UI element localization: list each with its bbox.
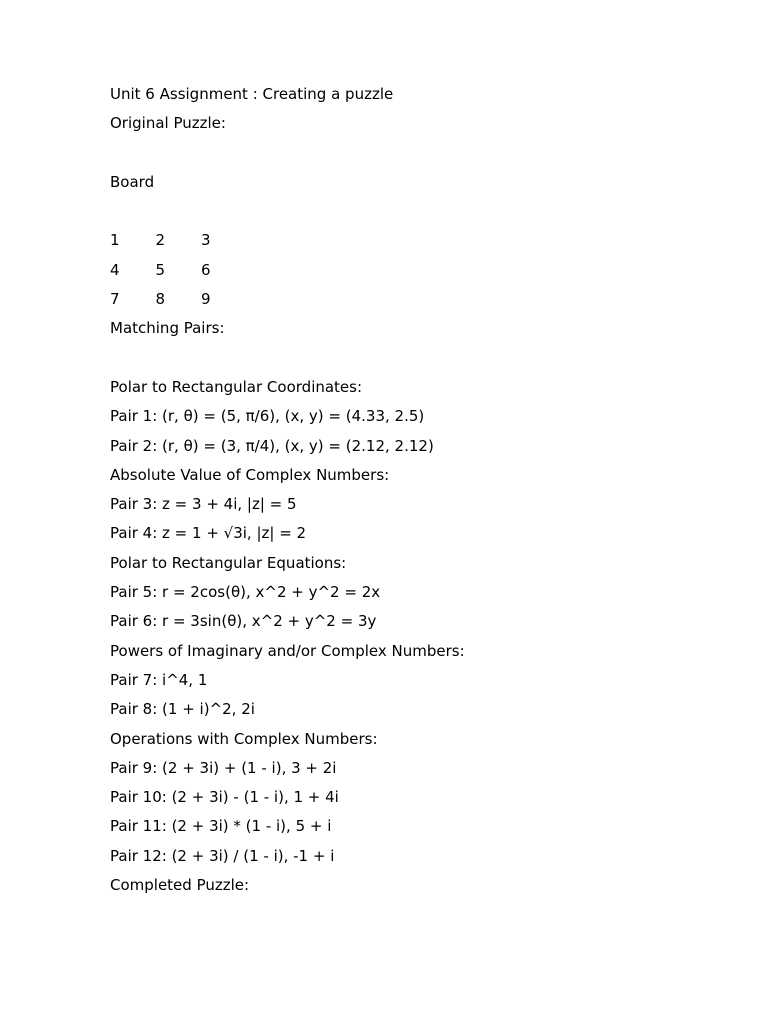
- pair-item: Pair 7: i^4, 1: [110, 670, 208, 689]
- document-title: Unit 6 Assignment : Creating a puzzle: [110, 85, 394, 103]
- board-cell: 2: [155, 231, 166, 250]
- section-heading: Powers of Imaginary and/or Complex Numbers:: [110, 641, 465, 660]
- matching-pairs-heading: Matching Pairs:: [110, 319, 225, 338]
- board-cell: 1: [110, 231, 120, 250]
- board-cell: 4: [110, 260, 120, 279]
- pair-item: Pair 10: (2 + 3i) - (1 - i), 1 + 4i: [110, 788, 339, 807]
- document-page: [110, 84, 710, 904]
- pair-item: Pair 4: z = 1 + √3i, |z| = 2: [110, 524, 307, 543]
- section-heading: Operations with Complex Numbers:: [110, 729, 378, 748]
- blank-line: [110, 143, 710, 172]
- board-cell: 5: [155, 260, 166, 279]
- pair-item: Pair 8: (1 + i)^2, 2i: [110, 700, 255, 719]
- pair-item: Pair 1: (r, θ) = (5, π/6), (x, y) = (4.33, 2.5): [110, 407, 425, 426]
- pair-item: Pair 12: (2 + 3i) / (1 - i), -1 + i: [110, 846, 335, 865]
- section-heading: Absolute Value of Complex Numbers:: [110, 465, 390, 484]
- completed-puzzle-heading: Completed Puzzle:: [110, 876, 250, 895]
- board-cell: 9: [201, 290, 211, 309]
- pair-item: Pair 5: r = 2cos(θ), x^2 + y^2 = 2x: [110, 583, 381, 602]
- board-row: [110, 230, 710, 259]
- pair-item: Pair 3: z = 3 + 4i, |z| = 5: [110, 495, 297, 514]
- original-puzzle-heading: Original Puzzle:: [110, 114, 226, 133]
- pair-item: Pair 6: r = 3sin(θ), x^2 + y^2 = 3y: [110, 612, 377, 631]
- board-cell: 8: [155, 290, 166, 309]
- section-heading: Polar to Rectangular Equations:: [110, 553, 347, 572]
- section-heading: Polar to Rectangular Coordinates:: [110, 377, 363, 396]
- board-row: [110, 289, 710, 318]
- board-cell: 7: [110, 290, 120, 309]
- board-cell: 3: [201, 231, 211, 250]
- pair-item: Pair 11: (2 + 3i) * (1 - i), 5 + i: [110, 817, 332, 836]
- board-cell: 6: [201, 260, 211, 279]
- board-heading: Board: [110, 172, 155, 191]
- pair-item: Pair 2: (r, θ) = (3, π/4), (x, y) = (2.12, 2.12): [110, 436, 434, 455]
- board-grid: [110, 230, 710, 318]
- blank-line: [110, 348, 710, 377]
- blank-line: [110, 201, 710, 230]
- board-row: [110, 260, 710, 289]
- pair-item: Pair 9: (2 + 3i) + (1 - i), 3 + 2i: [110, 758, 337, 777]
